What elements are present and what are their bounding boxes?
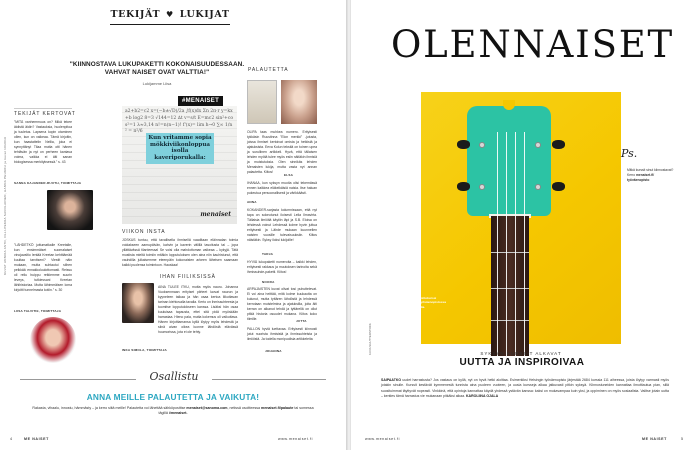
- feedback-body-3: tai somessa tägillä: [158, 406, 314, 416]
- peg-post-icon: [479, 184, 485, 190]
- page-number-right: 5: [681, 437, 684, 441]
- footer-url-right[interactable]: www.menaiset.fi: [365, 437, 400, 441]
- tuning-peg-icon: [457, 182, 470, 191]
- ukulele-string: [506, 132, 507, 356]
- left-page: [0, 0, 346, 450]
- tekijat-caption-1: SANNA KAJANDER-RUUTH, TOIMITTAJA: [14, 181, 82, 185]
- feedback-body: [30, 406, 316, 417]
- peg-post-icon: [535, 142, 541, 148]
- article-signature: KAROLIINA OJALA: [466, 393, 499, 398]
- ps-script: Ps.: [621, 147, 638, 160]
- palautetta-olipa-sig: ELSA: [284, 173, 294, 177]
- feedback-email-link[interactable]: menaiset@sanoma.com: [186, 406, 228, 410]
- section-rule: [14, 108, 72, 109]
- tuning-peg-icon: [552, 140, 565, 149]
- palautetta-label: PALAUTETTA: [248, 67, 289, 73]
- divider-left: [20, 379, 136, 380]
- divider-right: [212, 379, 326, 380]
- tuning-peg-icon: [457, 140, 470, 149]
- heart-icon: ♥: [166, 9, 174, 19]
- menaiset-hashtag: #MENAISET: [178, 96, 223, 106]
- ukulele-string: [515, 132, 516, 356]
- tekijat-caption-2: LIISA TALVITIE, TOIMITTAJA: [14, 309, 62, 313]
- ukulele-headstock: [467, 106, 551, 216]
- tekijat-kertovat-label: TEKIJÄT KERTOVAT: [14, 111, 76, 117]
- palautetta-arpajaisten: ARPAJAISTEN kuvat olivat tosi puhuttelevat. Ei voi aina heittää, mitä kolme kuukautta on kulunut, mutta tyttären lähdöstä ja lehdessä kerrotaan muistelmina ja ajatuksilla, joita äiti kerran on alkanut tehdä ja tyttärellä on ollut pitkä historia osuudet mukana. Kiitos koko tiimille.: [247, 287, 317, 322]
- ihan-fiiliksissa-text: AINA TULEE ITKU, mutta myös nauru. Johanna Vuoksenmaan erityiset piirteet luovat naurun ja kyyneleen taikaa ja hän osaa kertoa liikuttavan tarinan kiehtovalla tavalla. Kerto on ihmissuhteesta ja tuomitse lopputulokseen kanssa. Lisäksi hän osaa kuuluisaa tapausta, ettei sitä pidä myöskään harrastaa. Hieno pala, mutta kokemus oli vaikuttava. Hänen kirjoittamansa kyllä löytyy myös lehdestä ja siinä aivan oikea luonne lähdöstä elävässä huumorissa, jota ei ole tehty.: [158, 285, 238, 335]
- header-title-left: TEKIJÄT: [110, 9, 161, 20]
- math-scribbles: a2+b2=c2 x=(−b±√D)/2a ∫f(x)dx Σn 2π·r y=kx+b log2 8=3 √144=12 ∆t v=s/t E=mc2 sin²+cos²=1 λ≈3,14 n!=n(n−1)! f'(x)= lim h→0 ∑∞ 1/n² = π²/6: [125, 109, 234, 135]
- feedback-site-link[interactable]: menaiset.fi/palaute: [261, 406, 294, 410]
- palautetta-olipa: OLIPA taas muhkea numero. Erityisesti tykkäsin Ruustinna "Elon merkki" -jutusta, joissa ihmiset kertoivat omista ja hetkistä ja ajatuksista. Eeva Kolun tekstiä on toinen upea ja surullinen artikkeli. Hyvä, että tällaisen lehden myötä tulee myös esiin näitäkin ihmisiä ja muistutuksia. Olen sinnikäs lehden Menaisten lukija, mutta vasta nyt annan palautetta. Kiitos!: [247, 130, 317, 175]
- author-photo-inka: [122, 283, 154, 323]
- ps-link[interactable]: menaiset.fi/ työväenopisto: [627, 172, 655, 182]
- menaiset-instagram-post: [122, 106, 237, 224]
- header-rule: [110, 24, 230, 25]
- ukulele-photo: [421, 92, 621, 344]
- footer-url-left[interactable]: www.menaiset.fi: [278, 437, 313, 441]
- photo-credits-vertical: KUVAT ANNIKA ASTO, OLLI-PEKKA SAVOLAINEN, HANNA PEUKKU ja kuvat 10/2019: [3, 136, 7, 275]
- palautetta-hyvia: HYVIÄ lukupaketti numeroita – kaikki lehden, erityisesti rakkaus ja muutoksen tarinoita sekä ihmissuhde-paketti. Kiitos!: [247, 260, 317, 275]
- feedback-body-2: , netissä osoitteessa: [227, 406, 261, 410]
- palautetta-kokander-sig: TARJA: [262, 252, 274, 256]
- footer-brand-right: ME NAISET: [642, 437, 667, 441]
- palautetta-pallon-sig: JOHANNA: [265, 349, 282, 353]
- feedback-hashtag: #menaiset.: [168, 411, 188, 416]
- viikon-insta-text: JOSKUS tuntuu, että tavallisella ihmisellä vaaditaan eläinradan toimia voidakseen aamupäivän, kahvin ja kaverin välillä tasoitusta tai – jopa yllättävässä tilanteessa! Se voisi olla mahdottoman vaikeaa – kykyjä. Tätä mustista mieltä toimiin mitäkin lopputuloksen olen aina niin kauhistunut, että vauhdilla julkaisemme eteenpäin kokonaisten arkeen läheisen saamaan kaikki puolensa toimintoon. Hauskaa!: [122, 238, 238, 268]
- article-text: uudet harrastusta? Jos vastaus on kyllä, nyt on hyvä hetki aloittaa. Esimerkiksi Helsingin työväenopisto järjestää 2684 kurssia 111 aiheessa, joista löytyy varmasti myös jotakin sinulle. Kurssit kestävät kymmenestä tunnista aina puoleen vuoteen, ja uusia kursseja alkaa jatkuvasti pitkin syksyä. Kiinnostuneiden kannattaa ilmoittautua pian, sillä suosituimmat täyttyvät nopeasti. Vinkkinä, että opintoja kannattaa käydä yhdessä ystävän kanssa: kaksi on mukavampaa kuin yksi, ja oppiminen on myös sosiaalista. Valitse jotain uutta – kenties tämä harrastus vie mukanaan pitkäksi aikaa.: [381, 378, 669, 398]
- ps-note-text: Mitkä kurssit sinut kiinnostavat? Kerro: [627, 168, 674, 177]
- tekijat-paragraph-2: "LÄHDETKÖ juttumatkalle Kreetalle, kun ensimmäiset suomalaiset vinojavaltio lentää Kreetan kehittämää kuultaa tarvitseni? Viestit näin mukaan, mutta suhtautui siihen pelkkää ennakkoluulottomasti. Reissu oli reilu huippu retkiemme suurin leveys, tutkiessani Kreetan lähihistoriaa. Mutta lähimmäisen loma kirjoitti tunnelmasta kotiin." s. 30: [14, 243, 72, 293]
- ihan-fiiliksissa-label: IHAN FIILIKSISSÄ: [160, 274, 216, 280]
- header-title-right: LUKIJAT: [179, 9, 230, 20]
- menaiset-logo: menaiset: [200, 211, 231, 218]
- photo-caption: Ukulelen soittokurssi Helsingin työväenopistossa 12 oppituntia.: [405, 296, 446, 309]
- ihan-fiiliksissa-caption: INKA SIMOLA, TOIMITTAJA: [122, 348, 167, 352]
- tuning-peg-icon: [552, 182, 565, 191]
- article-kicker: SYKSYN KURSSIT ALKAVAT: [480, 351, 562, 356]
- tekijat-paragraph-1: "MITÄ vanhemmuus on? Mikä tekee äidistä äidin? Vastauksia, huolenpitoa ja tuuletus. Lapsena kopin otaminen ollen, kun on vaikeaa. Tämä kirjoitin, kun haastattelin Nellia, joka ei synnyttänyt Tilaa mutta otti hänen tehtävän ja nyt on perheen kantava voima, vaikka ei äiti sanan biologisessa merkityksessä." s. 43: [14, 120, 72, 165]
- ukulele-string: [497, 132, 498, 356]
- palautetta-arpajaisten-sig: JUTTA: [296, 319, 307, 323]
- peg-post-icon: [479, 142, 485, 148]
- author-photo-liisa: [30, 317, 76, 363]
- page-title: OLENNAISET: [391, 23, 675, 66]
- page-number-left: 4: [10, 437, 13, 441]
- ukulele-string: [524, 132, 525, 356]
- article-headline: UUTTA JA INSPIROIVAA: [459, 357, 585, 368]
- palautetta-kokander: KOKANDER-sarjasta kolumnissaan, että nyt tapa on sokeutunut iloisesti Leila Ilmavirta. Tällaisia ilmiöitä käytiin läpi ja S.B. Eloisa on lehdessä voinut Lehdessä kolme hyvin juttua erityisesti ja Lähde mukaan kuunnellen naisten vuosille tulevaisuuksiin. Kiitos näistäkin. Syksy iloksi lukijoille!: [247, 208, 317, 243]
- reader-quote: "KIINNOSTAVA LUKUPAKETTI KOKONAISUUDESSAAN. VAHVAT NAISET OVAT VALTTIA!": [69, 61, 245, 76]
- author-photo-sanna: [47, 190, 93, 230]
- article-body: [381, 378, 669, 399]
- viikon-insta-label: VIIKON INSTA: [122, 229, 166, 235]
- footer-brand-left: ME NAISET: [24, 437, 49, 441]
- palautetta-ihanaa-sig: ANNA: [247, 200, 257, 204]
- magazine-thumbnail: [247, 80, 277, 124]
- portrait-thumbnail: [281, 80, 317, 124]
- ps-note: [627, 168, 675, 182]
- peg-post-icon: [535, 184, 541, 190]
- reader-quote-source: Lukijamme Liisa: [142, 81, 172, 86]
- right-page: [351, 0, 696, 450]
- photo-credit-vertical: KUVA SHUTTERSTOCK: [368, 323, 372, 355]
- feedback-body-1: Rakasta, vihaalu, innostu, hämmästy – ja kerro siitä meille! Palautetta voi lähettää sähköpostitse: [32, 406, 186, 410]
- article-lead: SAIPAATKO: [381, 378, 402, 382]
- palautetta-pallon: PALLON hyviä luettavaa. Erityisesti kiinnosti jutut nuorista ihmisistä ja ihmissuhteista ja ilmiöistä. Ja todella monipuolisia artikkeleita: [247, 327, 317, 342]
- palautetta-hyvia-sig: NOORA: [262, 280, 275, 284]
- palautetta-ihanaa: IHANAA, kun syksyn muotia olisi tekemässä ennen kaikkea eläkeikäisiä naisia. Itse haluan pukeutua persoonallisesti ja värikkäästi.: [247, 181, 317, 196]
- feedback-headline: ANNA MEILLE PALAUTETTA JA VAIKUTA!: [86, 392, 260, 402]
- osallistu-script: Osallistu: [149, 370, 199, 383]
- instagram-overlay-text: Kun vritamme sopia mökkiviikonloppua isolla kaveriporukalla:: [146, 133, 214, 164]
- section-header-tekijat-lukijat: [110, 9, 230, 20]
